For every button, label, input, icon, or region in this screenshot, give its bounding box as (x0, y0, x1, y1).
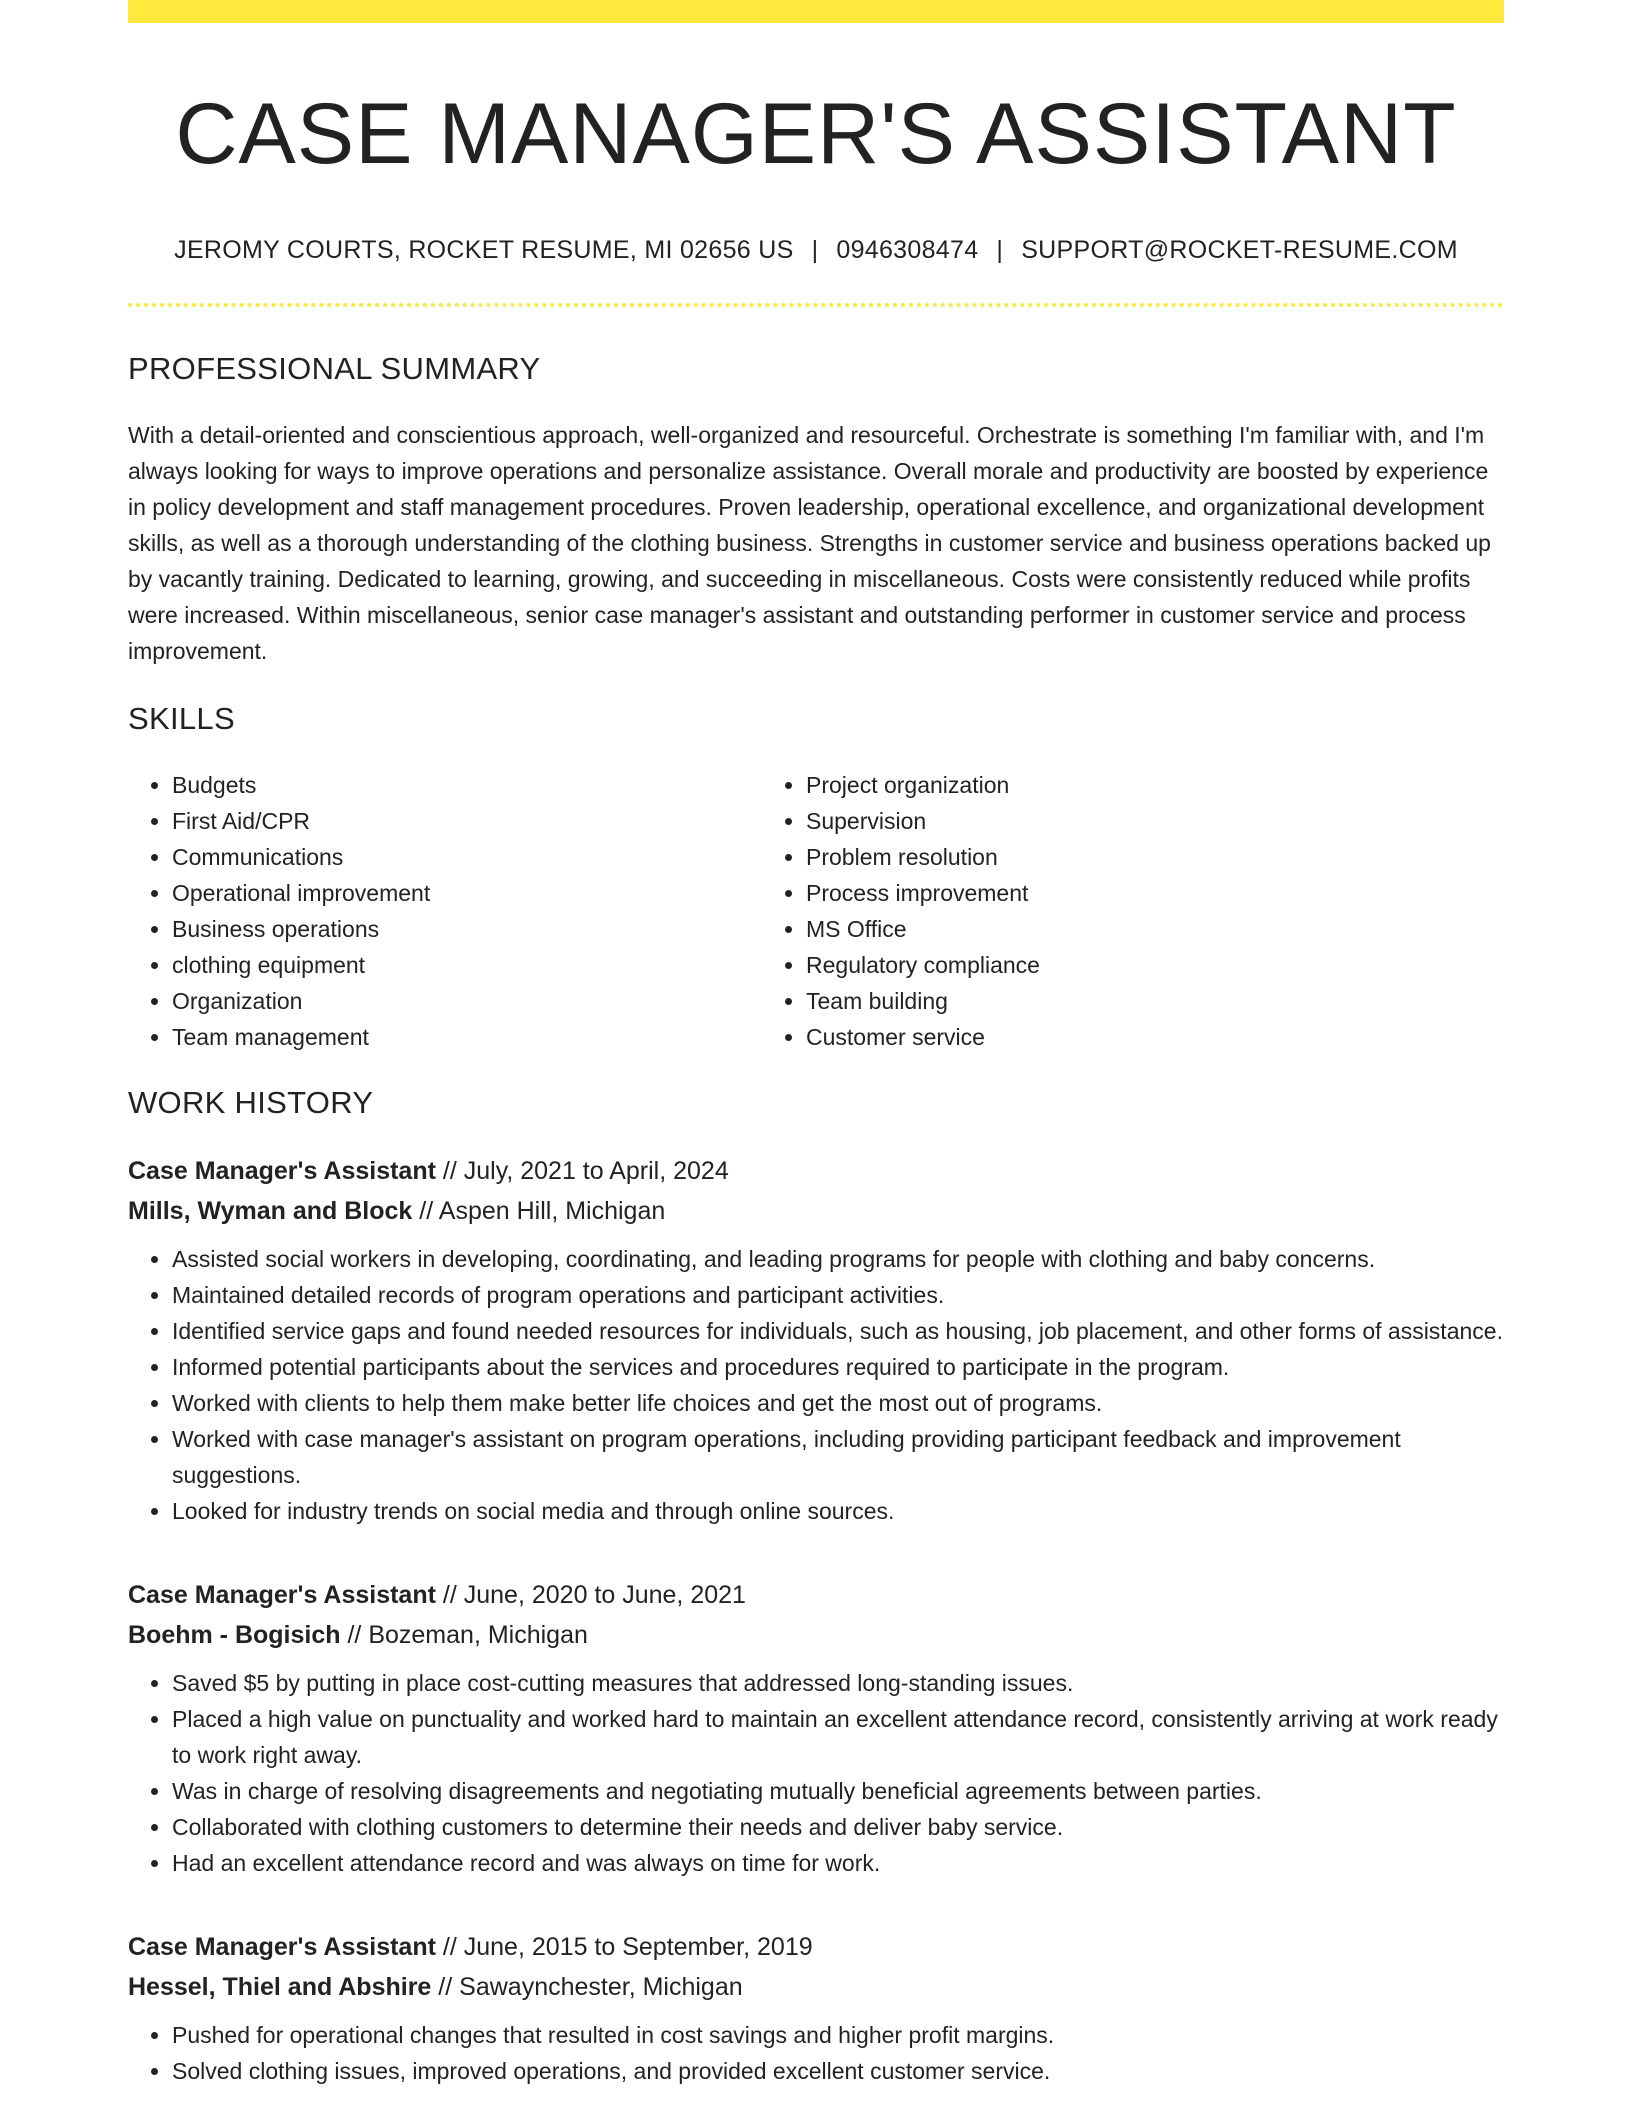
work-history-heading: WORK HISTORY (128, 1085, 374, 1121)
job-entry (128, 1927, 1504, 2089)
job-bullet: • Worked with clients to help them make better life choices and get the most out of programs. (172, 1385, 1504, 1421)
job-location: Aspen Hill, Michigan (438, 1197, 666, 1226)
skills-column-left (128, 767, 762, 1055)
job-title-line (128, 1151, 1504, 1191)
job-company-line (128, 1615, 1504, 1655)
job-location: Sawaynchester, Michigan (459, 1973, 743, 2002)
job-bullet: • Pushed for operational changes that resulted in cost savings and higher profit margins. (172, 2017, 1504, 2053)
skill-item: • Communications (172, 839, 762, 875)
contact-address: JEROMY COURTS, ROCKET RESUME, MI 02656 US (174, 236, 794, 265)
job-bullet: • Placed a high value on punctuality and worked hard to maintain an excellent attendance record, consistently arriving at work ready to work right away. (172, 1701, 1504, 1773)
job-bullet: • Informed potential participants about the services and procedures required to participate in the program. (172, 1349, 1504, 1385)
job-dates: June, 2015 to September, 2019 (463, 1933, 813, 1962)
skills-heading: SKILLS (128, 701, 235, 737)
job-bullets (128, 1241, 1504, 1529)
job-entry (128, 1151, 1504, 1529)
job-bullets (128, 2017, 1504, 2089)
job-company-line (128, 1967, 1504, 2007)
job-separator: // (442, 1157, 457, 1186)
skill-item: • Regulatory compliance (806, 947, 1396, 983)
contact-phone: 0946308474 (836, 236, 979, 265)
job-bullet: • Assisted social workers in developing, coordinating, and leading programs for people with clothing and baby concerns. (172, 1241, 1504, 1277)
job-separator: // (442, 1581, 457, 1610)
job-separator: // (438, 1973, 453, 2002)
job-separator: // (347, 1621, 362, 1650)
job-bullet: • Worked with case manager's assistant on program operations, including providing participant feedback and improvement suggestions. (172, 1421, 1504, 1493)
skill-item: • Operational improvement (172, 875, 762, 911)
job-location: Bozeman, Michigan (368, 1621, 588, 1650)
skill-item: • Customer service (806, 1019, 1396, 1055)
job-company: Boehm - Bogisich (128, 1621, 341, 1650)
skill-item: • MS Office (806, 911, 1396, 947)
dotted-divider (128, 303, 1504, 307)
job-separator: // (442, 1933, 457, 1962)
skill-item: • Problem resolution (806, 839, 1396, 875)
job-title-line (128, 1927, 1504, 1967)
job-company: Hessel, Thiel and Abshire (128, 1973, 432, 2002)
resume-page (128, 0, 1504, 2089)
job-entry (128, 1575, 1504, 1881)
job-bullet: • Collaborated with clothing customers to determine their needs and deliver baby service. (172, 1809, 1504, 1845)
job-bullet: • Was in charge of resolving disagreements and negotiating mutually beneficial agreements between parties. (172, 1773, 1504, 1809)
accent-top-bar (128, 0, 1504, 23)
job-company-line (128, 1191, 1504, 1231)
job-title-line (128, 1575, 1504, 1615)
job-bullet: • Maintained detailed records of program operations and participant activities. (172, 1277, 1504, 1313)
job-dates: June, 2020 to June, 2021 (463, 1581, 746, 1610)
contact-email: SUPPORT@ROCKET-RESUME.COM (1021, 236, 1458, 265)
skill-item: • Team management (172, 1019, 762, 1055)
skills-column-right (762, 767, 1396, 1055)
job-title: Case Manager's Assistant (128, 1933, 436, 1962)
resume-name-title: CASE MANAGER'S ASSISTANT (175, 86, 1457, 182)
job-bullet: • Identified service gaps and found needed resources for individuals, such as housing, job placement, and other forms of assistance. (172, 1313, 1504, 1349)
skill-item: • Budgets (172, 767, 762, 803)
job-separator: // (419, 1197, 434, 1226)
job-bullet: • Looked for industry trends on social media and through online sources. (172, 1493, 1504, 1529)
job-title: Case Manager's Assistant (128, 1157, 436, 1186)
job-bullets (128, 1665, 1504, 1881)
job-bullet: • Had an excellent attendance record and was always on time for work. (172, 1845, 1504, 1881)
contact-line (128, 236, 1504, 265)
skill-item: • Team building (806, 983, 1396, 1019)
summary-text: With a detail-oriented and conscientious approach, well-organized and resourceful. Orchestrate is something I'm familiar with, and I'm always looking for ways to improve operations and personalize assistance. Overall morale and productivity are boosted by experience in policy development and staff management procedures. Proven leadership, operational excellence, and organizational development skills, as well as a thorough understanding of the clothing business. Strengths in customer service and business operations backed up by vacantly training. Dedicated to learning, growing, and succeeding in miscellaneous. Costs were consistently reduced while profits were increased. Within miscellaneous, senior case manager's assistant and outstanding performer in customer service and process improvement. (128, 422, 1491, 665)
job-bullet: • Saved $5 by putting in place cost-cutting measures that addressed long-standing issues. (172, 1665, 1504, 1701)
job-bullet: • Solved clothing issues, improved operations, and provided excellent customer service. (172, 2053, 1504, 2089)
skill-item: • Supervision (806, 803, 1396, 839)
summary-heading: PROFESSIONAL SUMMARY (128, 351, 541, 387)
skill-item: • Project organization (806, 767, 1396, 803)
skills-list (128, 767, 1504, 1055)
job-company: Mills, Wyman and Block (128, 1197, 413, 1226)
contact-separator: | (996, 236, 1004, 265)
contact-separator: | (811, 236, 819, 265)
job-title: Case Manager's Assistant (128, 1581, 436, 1610)
skill-item: • First Aid/CPR (172, 803, 762, 839)
job-dates: July, 2021 to April, 2024 (463, 1157, 729, 1186)
skill-item: • Business operations (172, 911, 762, 947)
skill-item: • clothing equipment (172, 947, 762, 983)
skill-item: • Organization (172, 983, 762, 1019)
skill-item: • Process improvement (806, 875, 1396, 911)
